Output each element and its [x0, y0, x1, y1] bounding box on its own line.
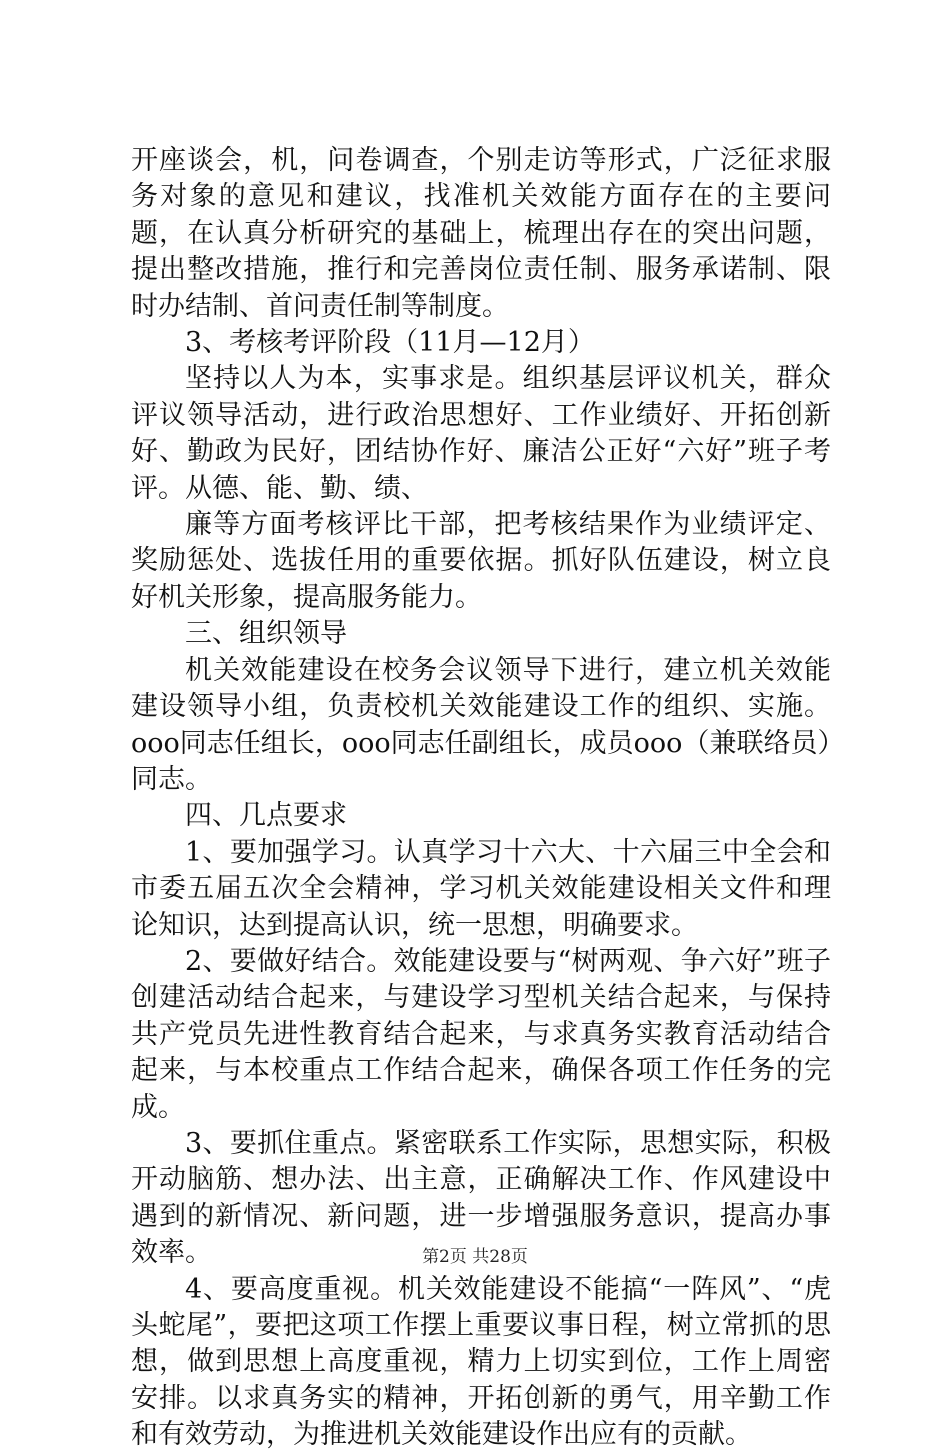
paragraph: 廉等方面考核评比干部，把考核结果作为业绩评定、奖励惩处、选拔任用的重要依据。抓好队伍建设，树立良好机关形象，提高服务能力。	[131, 509, 831, 613]
paragraph: 坚持以人为本，实事求是。组织基层评议机关，群众评议领导活动，进行政治思想好、工作业绩好、开拓创新好、勤政为民好，团结协作好、廉洁公正好“六好”班子考评。从德、能、勤、绩、	[131, 363, 831, 504]
paragraph: 开座谈会，机，问卷调查，个别走访等形式，广泛征求服务对象的意见和建议，找准机关效能方面存在的主要问题，在认真分析研究的基础上，梳理出存在的突出问题，提出整改措施，推行和完善岗位责任制、服务承诺制、限时办结制、首问责任制等制度。	[131, 145, 831, 322]
paragraph: 1、要加强学习。认真学习十六大、十六届三中全会和市委五届五次全会精神，学习机关效能建设相关文件和理论知识，达到提高认识，统一思想，明确要求。	[131, 836, 831, 941]
section-heading: 3、考核考评阶段（11月—12月）	[185, 327, 595, 359]
paragraph: 2、要做好结合。效能建设要与“树两观、争六好”班子创建活动结合起来，与建设学习型机关结合起来，与保持共产党员先进性教育结合起来，与求真务实教育活动结合起来，与本校重点工作结合起来，确保各项工作任务的完成。	[131, 945, 831, 1123]
section-heading: 三、组织领导	[185, 618, 347, 650]
paragraph: 机关效能建设在校务会议领导下进行，建立机关效能建设领导小组，负责校机关效能建设工作的组织、实施。ooo同志任组长，ooo同志任副组长，成员ooo（兼联络员）同志。	[131, 654, 831, 795]
paragraph: 3、要抓住重点。紧密联系工作实际，思想实际，积极开动脑筋、想办法、出主意，正确解决工作、作风建设中遇到的新情况、新问题，进一步增强服务意识，提高办事效率。	[131, 1127, 831, 1269]
page-number: 第2页 共28页	[422, 1247, 528, 1267]
page-footer	[0, 1242, 950, 1267]
paragraph: 4、要高度重视。机关效能建设不能搞“一阵风”、“虎头蛇尾”，要把这项工作摆上重要议事日程，树立常抓的思想，做到思想上高度重视，精力上切实到位，工作上周密安排。以求真务实的精神，开拓创新的勇气，用辛勤工作和有效劳动，为推进机关效能建设作出应有的贡献。	[131, 1273, 831, 1451]
section-heading: 四、几点要求	[185, 800, 347, 832]
